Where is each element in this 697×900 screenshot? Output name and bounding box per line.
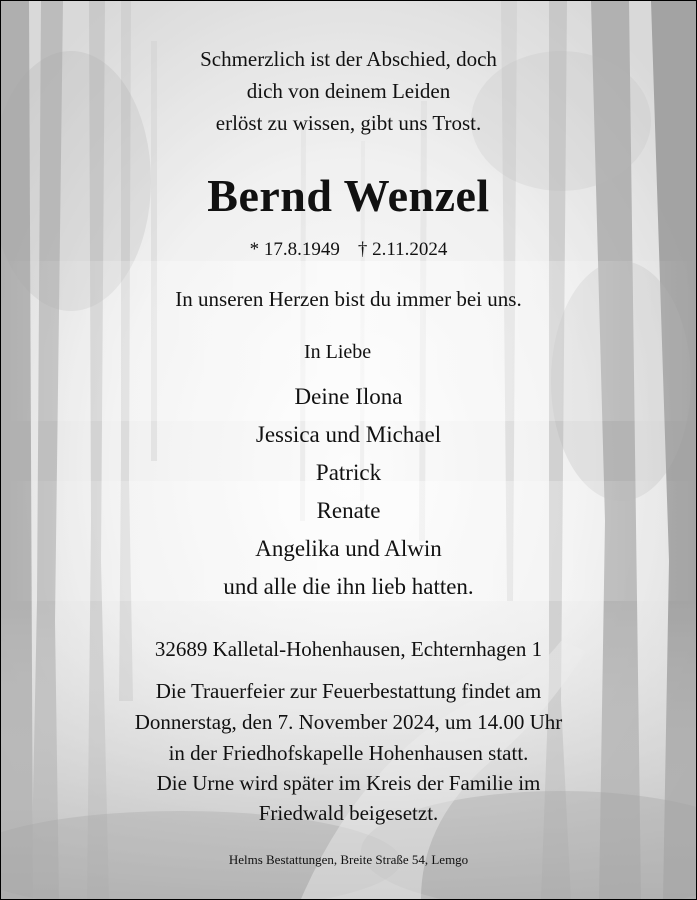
quote-line-3: erlöst zu wissen, gibt uns Trost. [215, 111, 482, 135]
ceremony-line: Die Trauerfeier zur Feuerbestattung findet am [155, 679, 542, 703]
mourner-line: Jessica und Michael [255, 422, 442, 447]
birth-date: * 17.8.1949 [249, 239, 340, 260]
deceased-name: Bernd Wenzel [207, 170, 490, 221]
death-date: † 2.11.2024 [357, 239, 448, 260]
ceremony-line: Donnerstag, den 7. November 2024, um 14.00 Uhr [134, 710, 563, 734]
obituary-content [1, 1, 696, 899]
ceremony-line: in der Friedhofskapelle Hohenhausen statt. [168, 741, 529, 765]
tagline: In unseren Herzen bist du immer bei uns. [175, 287, 522, 311]
mourner-line: und alle die ihn lieb hatten. [223, 574, 474, 599]
mourner-line: Deine Ilona [294, 384, 403, 409]
funeral-home-footer: Helms Bestattungen, Breite Straße 54, Lemgo [228, 852, 469, 867]
ceremony-line: Die Urne wird später im Kreis der Familie im [156, 771, 541, 795]
quote-line-1: Schmerzlich ist der Abschied, doch [200, 47, 497, 71]
mourner-line: Renate [316, 498, 381, 523]
ceremony-line: Friedwald beigesetzt. [258, 801, 439, 825]
family-address: 32689 Kalletal-Hohenhausen, Echternhagen 1 [154, 637, 543, 661]
mourner-line: Patrick [315, 460, 382, 485]
quote-line-2: dich von deinem Leiden [246, 79, 451, 103]
life-dates [1, 239, 696, 261]
in-love-label: In Liebe [304, 341, 372, 363]
mourner-line: Angelika und Alwin [255, 536, 442, 561]
